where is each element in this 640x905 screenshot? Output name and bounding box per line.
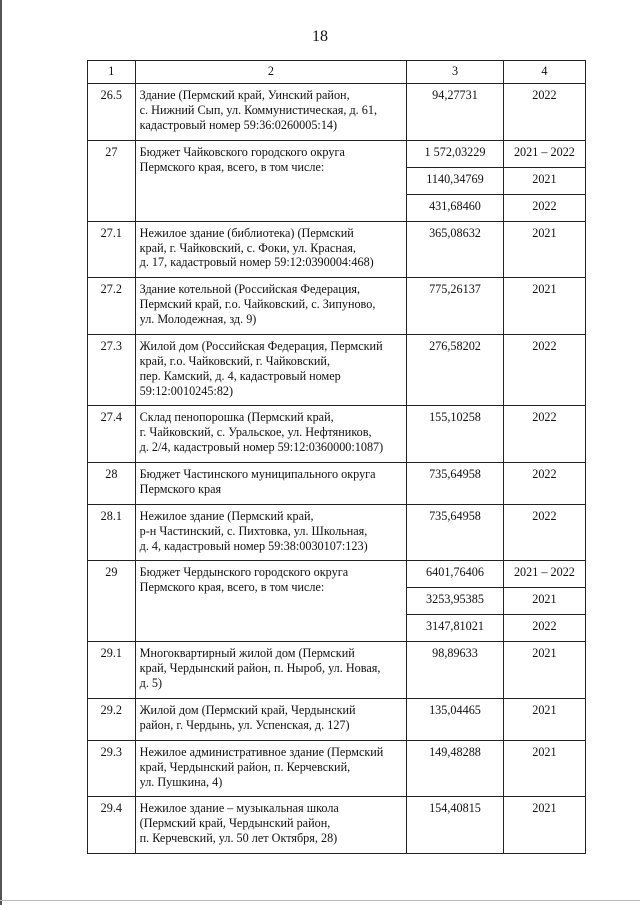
table-row [88, 740, 586, 797]
row-number: 26.5 [88, 84, 136, 141]
row-number: 27 [88, 140, 136, 221]
description-line: Нежилое здание (библиотека) (Пермский [139, 225, 354, 240]
table-row [88, 334, 586, 406]
header-col-3: 3 [407, 61, 504, 84]
subrow-year: 2022 [503, 615, 585, 642]
row-amount: 98,89633 [407, 642, 504, 699]
description-line: край, г. Чайковский, с. Фоки, ул. Красная, [139, 240, 356, 255]
row-amount: 735,64958 [407, 504, 504, 561]
subrow-amount: 3253,95385 [407, 588, 504, 615]
row-amount: 94,27731 [407, 84, 504, 141]
row-year: 2021 – 2022 [503, 561, 585, 588]
subrow-amount: 431,68460 [407, 194, 504, 221]
description-line: Жилой дом (Российская Федерация, Пермский [139, 338, 383, 353]
description-line: Пермского края [139, 481, 222, 496]
row-number: 27.4 [88, 406, 136, 463]
row-year: 2021 [503, 278, 585, 335]
row-number: 29.3 [88, 740, 136, 797]
row-description [135, 406, 407, 463]
row-description [135, 278, 407, 335]
row-amount: 365,08632 [407, 221, 504, 278]
row-amount: 276,58202 [407, 334, 504, 406]
description-line: Бюджет Частинского муниципального округа [139, 467, 376, 481]
page-number: 18 [312, 28, 328, 45]
table-header-row [88, 61, 586, 84]
description-line: Здание котельной (Российская Федерация, [139, 282, 361, 297]
table-row [88, 463, 586, 505]
row-description [135, 699, 407, 741]
description-line: д. 2/4, кадастровый номер 59:12:0360000:1087) [139, 440, 384, 455]
row-number: 29.4 [88, 797, 136, 854]
row-description [135, 84, 407, 141]
description-line: район, г. Чердынь, ул. Успенская, д. 127) [139, 717, 350, 732]
row-description [135, 561, 407, 642]
header-col-1: 1 [88, 61, 136, 84]
description-line: с. Нижний Сып, ул. Коммунистическая, д. 61, [139, 102, 377, 117]
row-year: 2021 – 2022 [503, 140, 585, 167]
header-col-4: 4 [503, 61, 585, 84]
row-number: 28.1 [88, 504, 136, 561]
row-year: 2021 [503, 221, 585, 278]
row-description [135, 740, 407, 797]
table-row [88, 406, 586, 463]
description-line: п. Керчевский, ул. 50 лет Октября, 28) [139, 831, 338, 846]
description-line: Нежилое здание (Пермский край, [139, 508, 314, 523]
table-row [88, 84, 586, 141]
row-number: 28 [88, 463, 136, 505]
row-year: 2022 [503, 84, 585, 141]
description-line: Бюджет Чайковского городского округа [139, 144, 345, 159]
description-line: Бюджет Чердынского городского округа [139, 565, 349, 580]
table-row [88, 221, 586, 278]
table-row [88, 278, 586, 335]
description-line: (Пермский край, Чердынский район, [139, 816, 331, 831]
description-line: край, Чердынский район, п. Керчевский, [139, 759, 351, 774]
description-line: р-н Частинский, с. Пихтовка, ул. Школьная, [139, 523, 368, 538]
description-line: Пермского края, всего, в том числе: [139, 580, 325, 595]
data-table [87, 60, 586, 854]
subrow-amount: 1140,34769 [407, 167, 504, 194]
description-line: Здание (Пермский край, Уинский район, [139, 88, 350, 102]
row-number: 27.1 [88, 221, 136, 278]
description-line: д. 5) [139, 676, 163, 691]
description-line: Пермский край, г.о. Чайковский, с. Зипуново, [139, 297, 376, 312]
description-line: кадастровый номер 59:36:0260005:14) [139, 117, 338, 132]
description-line: Нежилое административное здание (Пермский [139, 744, 384, 759]
description-line: Многоквартирный жилой дом (Пермский [139, 646, 355, 661]
row-amount: 1 572,03229 [407, 140, 504, 167]
row-description [135, 463, 407, 505]
row-amount: 149,48288 [407, 740, 504, 797]
row-description [135, 642, 407, 699]
row-description [135, 221, 407, 278]
row-description [135, 140, 407, 221]
table-body [88, 61, 586, 854]
subrow-year: 2021 [503, 588, 585, 615]
row-amount: 154,40815 [407, 797, 504, 854]
description-line: край, Чердынский район, п. Ныроб, ул. Новая, [139, 661, 381, 676]
row-year: 2022 [503, 504, 585, 561]
row-amount: 155,10258 [407, 406, 504, 463]
row-year: 2022 [503, 406, 585, 463]
description-line: Склад пенопорошка (Пермский край, [139, 410, 334, 425]
row-description [135, 797, 407, 854]
subrow-year: 2022 [503, 194, 585, 221]
description-line: д. 17, кадастровый номер 59:12:0390004:468) [139, 255, 374, 270]
row-amount: 735,64958 [407, 463, 504, 505]
description-line: ул. Молодежная, зд. 9) [139, 312, 257, 326]
description-line: Жилой дом (Пермский край, Чердынский [139, 703, 356, 717]
row-description [135, 334, 407, 406]
row-number: 27.3 [88, 334, 136, 406]
row-amount: 775,26137 [407, 278, 504, 335]
table-row [88, 140, 586, 167]
description-line: г. Чайковский, с. Уральское, ул. Нефтяников, [139, 425, 372, 440]
description-line: д. 4, кадастровый номер 59:38:0030107:123) [139, 538, 368, 553]
row-year: 2021 [503, 642, 585, 699]
table-row [88, 699, 586, 741]
row-year: 2021 [503, 797, 585, 854]
row-year: 2021 [503, 740, 585, 797]
row-year: 2022 [503, 334, 585, 406]
table-row [88, 642, 586, 699]
row-amount: 6401,76406 [407, 561, 504, 588]
row-number: 29.1 [88, 642, 136, 699]
row-year: 2021 [503, 699, 585, 741]
table-row [88, 504, 586, 561]
subrow-year: 2021 [503, 167, 585, 194]
row-number: 27.2 [88, 278, 136, 335]
header-col-2: 2 [135, 61, 407, 84]
description-line: ул. Пушкина, 4) [139, 774, 223, 789]
description-line: Нежилое здание – музыкальная школа [139, 801, 339, 816]
row-number: 29.2 [88, 699, 136, 741]
description-line: край, г.о. Чайковский, г. Чайковский, [139, 353, 331, 368]
table-row [88, 561, 586, 588]
table-row [88, 797, 586, 854]
row-amount: 135,04465 [407, 699, 504, 741]
description-line: 59:12:0010245:82) [139, 383, 234, 398]
description-line: пер. Камский, д. 4, кадастровый номер [139, 368, 341, 383]
subrow-amount: 3147,81021 [407, 615, 504, 642]
scan-edge-left [0, 0, 2, 905]
row-number: 29 [88, 561, 136, 642]
description-line: Пермского края, всего, в том числе: [139, 159, 325, 174]
row-year: 2022 [503, 463, 585, 505]
scan-edge-bottom [0, 900, 640, 901]
row-description [135, 504, 407, 561]
